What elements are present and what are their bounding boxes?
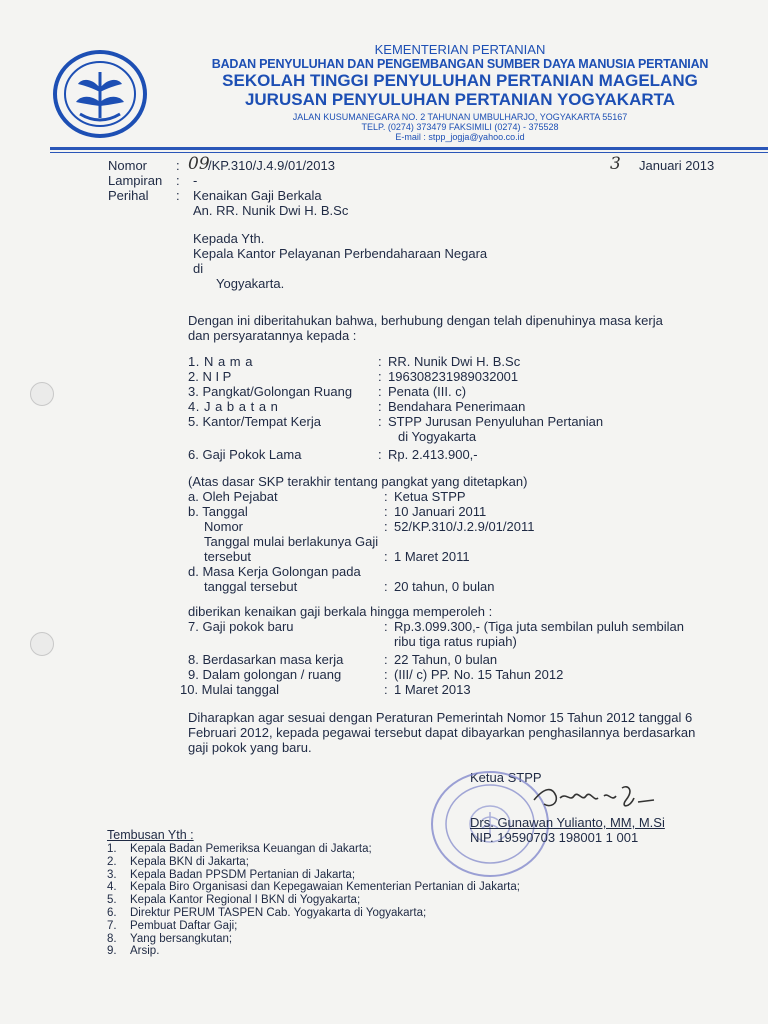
skp-a-colon: : <box>384 489 388 504</box>
item-nama-label: 1. N a m a <box>188 354 253 369</box>
letter-date: Januari 2013 <box>639 158 715 173</box>
email: E-mail : stpp_jogja@yahoo.co.id <box>395 132 525 142</box>
school-name: SEKOLAH TINGGI PENYULUHAN PERTANIAN MAGELANG <box>222 71 698 90</box>
recipient-city: Yogyakarta. <box>216 276 285 291</box>
signatory-name: Drs. Gunawan Yulianto, MM, M.Si <box>470 815 665 830</box>
date-day-handwritten: 3 <box>610 154 621 174</box>
lampiran-value: - <box>193 173 198 188</box>
lampiran-colon: : <box>176 173 180 188</box>
skp-a-value: Ketua STPP <box>394 489 466 504</box>
closing-line-3: gaji pokok yang baru. <box>188 740 312 755</box>
nomor-value: /KP.310/J.4.9/01/2013 <box>208 158 335 173</box>
new-10-value: 1 Maret 2013 <box>394 682 471 697</box>
cc-item-number: 2. <box>107 855 117 868</box>
item-nama-colon: : <box>378 354 382 369</box>
phone-fax: TELP. (0274) 373479 FAKSIMILI (0274) - 375528 <box>361 122 559 132</box>
cc-item-text: Kepala Badan Pemeriksa Keuangan di Jakarta; <box>130 843 372 855</box>
skp-d-colon: : <box>384 579 388 594</box>
new-7-value-1: Rp.3.099.300,- (Tiga juta sembilan puluh sembilan <box>394 619 685 634</box>
item-kantor-value-1: STPP Jurusan Penyuluhan Pertanian <box>388 414 604 429</box>
cc-item-number: 9. <box>107 945 117 958</box>
perihal-label: Perihal <box>108 188 149 203</box>
new-8-value: 22 Tahun, 0 bulan <box>394 652 498 667</box>
agency-name: BADAN PENYULUHAN DAN PENGEMBANGAN SUMBER DAYA MANUSIA PERTANIAN <box>211 57 709 71</box>
item-gaji-lama-colon: : <box>378 447 382 462</box>
item-kantor-value-2: di Yogyakarta <box>398 429 477 444</box>
cc-item-number: 5. <box>107 894 117 907</box>
signatory-nip: NIP. 19590703 198001 1 001 <box>470 830 639 845</box>
skp-c-label-1: Tanggal mulai berlakunya Gaji <box>204 534 379 549</box>
new-10-colon: : <box>384 682 388 697</box>
header-rule-thick <box>50 147 768 150</box>
new-8-label: 8. Berdasarkan masa kerja <box>188 652 344 667</box>
skp-b-value: 10 Januari 2011 <box>394 504 487 519</box>
item-gaji-lama-value: Rp. 2.413.900,- <box>388 447 478 462</box>
item-kantor-colon: : <box>378 414 382 429</box>
item-pangkat-value: Penata (III. c) <box>388 384 467 399</box>
item-jabatan-value: Bendahara Penerimaan <box>388 399 526 414</box>
cc-item-text: Kepala BKN di Jakarta; <box>130 855 249 868</box>
skp-d-label-2: tanggal tersebut <box>204 579 298 594</box>
cc-item-number: 7. <box>107 919 117 932</box>
skp-d-value: 20 tahun, 0 bulan <box>394 579 495 594</box>
skp-heading: (Atas dasar SKP terakhir tentang pangkat yang ditetapkan) <box>188 474 528 489</box>
item-nip-label: 2. N I P <box>188 369 232 384</box>
recipient-di: di <box>193 261 204 276</box>
cc-title: Tembusan Yth : <box>107 828 194 842</box>
new-7-value-2: ribu tiga ratus rupiah) <box>394 634 517 649</box>
item-gaji-lama-label: 6. Gaji Pokok Lama <box>188 447 302 462</box>
signature-scribble-icon <box>530 778 660 818</box>
new-7-label: 7. Gaji pokok baru <box>188 619 294 634</box>
cc-item-text: Kepala Biro Organisasi dan Kepegawaian Kementerian Pertanian di Jakarta; <box>130 881 520 894</box>
item-nama-value: RR. Nunik Dwi H. B.Sc <box>388 354 521 369</box>
new-9-value: (III/ c) PP. No. 15 Tahun 2012 <box>394 667 564 682</box>
recipient-title: Kepala Kantor Pelayanan Perbendaharaan Negara <box>193 246 488 261</box>
skp-d-label-1: d. Masa Kerja Golongan pada <box>188 564 361 579</box>
ministry-name: KEMENTERIAN PERTANIAN <box>374 42 546 57</box>
closing-line-2: Februari 2012, kepada pegawai tersebut dapat dibayarkan penghasilannya berdasarkan <box>188 725 696 740</box>
cc-item-number: 8. <box>107 932 117 945</box>
perihal-value: Kenaikan Gaji Berkala <box>193 188 322 203</box>
item-nip-colon: : <box>378 369 382 384</box>
skp-c-colon: : <box>384 549 388 564</box>
nomor-colon: : <box>176 158 180 173</box>
header-rule-thin <box>50 152 768 153</box>
cc-item-text: Kepala Kantor Regional I BKN di Yogyakarta; <box>130 894 361 907</box>
cc-item-number: 4. <box>107 881 117 894</box>
new-7-colon: : <box>384 619 388 634</box>
cc-item-text: Kepala Badan PPSDM Pertanian di Jakarta; <box>130 868 356 881</box>
new-10-label: 10. Mulai tanggal <box>180 682 280 697</box>
ministry-logo-icon <box>52 48 148 140</box>
skp-nomor-colon: : <box>384 519 388 534</box>
cc-item-text: Pembuat Daftar Gaji; <box>130 919 238 932</box>
cc-item-text: Yang bersangkutan; <box>130 932 233 945</box>
intro-line-1: Dengan ini diberitahukan bahwa, berhubung dengan telah dipenuhinya masa kerja <box>188 313 663 328</box>
signature-title: Ketua STPP <box>470 770 542 785</box>
item-jabatan-colon: : <box>378 399 382 414</box>
skp-nomor-value: 52/KP.310/J.2.9/01/2011 <box>394 519 535 534</box>
skp-a-label: a. Oleh Pejabat <box>188 489 278 504</box>
department-name: JURUSAN PENYULUHAN PERTANIAN YOGYAKARTA <box>244 90 676 109</box>
skp-b-colon: : <box>384 504 388 519</box>
cc-item-number: 3. <box>107 868 117 881</box>
skp-c-label-2: tersebut <box>204 549 251 564</box>
perihal-an: An. RR. Nunik Dwi H. B.Sc <box>193 203 349 218</box>
skp-b-label: b. Tanggal <box>188 504 248 519</box>
punch-hole-bottom <box>30 632 54 656</box>
item-nip-value: 196308231989032001 <box>388 369 519 384</box>
intro-line-2: dan persyaratannya kepada : <box>188 328 357 343</box>
nomor-handwritten: 09 <box>188 154 210 174</box>
skp-nomor-label: Nomor <box>204 519 244 534</box>
cc-item-number: 1. <box>107 843 117 855</box>
recipient-greeting: Kepada Yth. <box>193 231 265 246</box>
new-9-label: 9. Dalam golongan / ruang <box>188 667 342 682</box>
cc-item-text: Direktur PERUM TASPEN Cab. Yogyakarta di Yogyakarta; <box>130 907 427 919</box>
new-8-colon: : <box>384 652 388 667</box>
skp-c-value: 1 Maret 2011 <box>394 549 470 564</box>
item-jabatan-label: 4. J a b a t a n <box>188 399 279 414</box>
lampiran-label: Lampiran <box>108 173 163 188</box>
cc-item-number: 6. <box>107 907 117 919</box>
new-9-colon: : <box>384 667 388 682</box>
perihal-colon: : <box>176 188 180 203</box>
item-kantor-label: 5. Kantor/Tempat Kerja <box>188 414 321 429</box>
new-heading: diberikan kenaikan gaji berkala hingga memperoleh : <box>188 604 493 619</box>
punch-hole-top <box>30 382 54 406</box>
item-pangkat-label: 3. Pangkat/Golongan Ruang <box>188 384 353 399</box>
item-pangkat-colon: : <box>378 384 382 399</box>
cc-item-text: Arsip. <box>130 945 160 958</box>
address: JALAN KUSUMANEGARA NO. 2 TAHUNAN UMBULHARJO, YOGYAKARTA 55167 <box>292 112 628 122</box>
nomor-label: Nomor <box>108 158 148 173</box>
closing-line-1: Diharapkan agar sesuai dengan Peraturan Pemerintah Nomor 15 Tahun 2012 tanggal 6 <box>188 710 693 725</box>
